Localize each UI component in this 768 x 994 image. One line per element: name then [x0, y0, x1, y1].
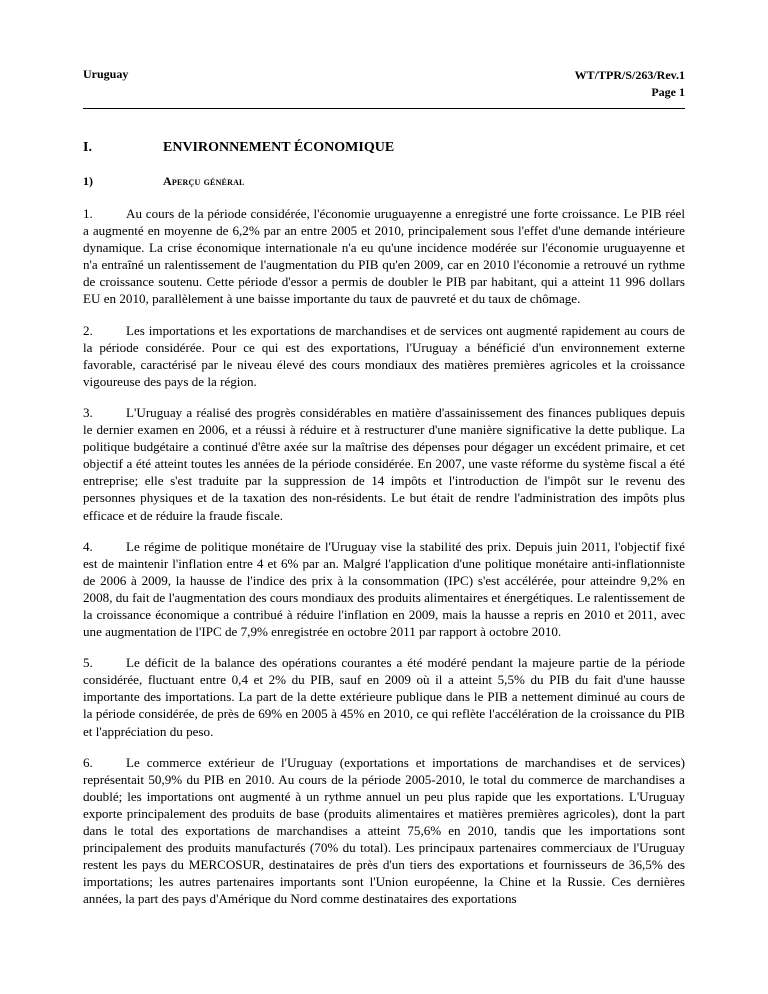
paragraph-text: Au cours de la période considérée, l'économie uruguayenne a enregistré une forte croissance. Le PIB réel a augmenté en moyenne de 6,2% par an entre 2005 et 2010, principalement sous l'effet d'une demande intérieure dynamique. La crise économique internationale n'a eu qu'une incidence modérée sur l'économie uruguayenne et n'a entraîné un ralentissement de l'augmentation du PIB qu'en 2009, car en 2010 l'économie a retrouvé un rythme de croissance soutenu. Cette période d'essor a permis de doubler le PIB par habitant, qui a atteint 11 996 dollars EU en 2010, parallèlement à une baisse importante du taux de pauvreté et du taux de chômage. — [83, 206, 685, 307]
paragraph-5 — [83, 654, 685, 739]
paragraph-1 — [83, 205, 685, 308]
page-number: Page 1 — [651, 85, 685, 99]
section-heading — [83, 140, 394, 156]
header-country: Uruguay — [83, 67, 129, 81]
paragraph-6 — [83, 754, 685, 908]
paragraph-number: 1. — [83, 206, 93, 221]
body-text — [83, 205, 685, 921]
paragraph-number: 6. — [83, 754, 93, 770]
paragraph-text: L'Uruguay a réalisé des progrès considérables en matière d'assainissement des finances publiques depuis le dernier examen en 2006, et a réussi à réduire et à restructurer d'une manière significative la dette publique. La politique budgétaire a continué d'être axée sur la maîtrise des dépenses pour dégager un excédent primaire, et cet objectif a été atteint toutes les années de la période considérée. En 2007, une vaste réforme du système fiscal a été entreprise; elle s'est traduite par la suppression de 14 impôts et l'introduction de l'impôt sur le revenu des personnes physiques et de la taxation des non-résidents. Le but était de rendre l'administration des impôts plus efficace et de réduire la fraude fiscale. — [83, 404, 685, 523]
header-reference — [575, 67, 685, 101]
doc-symbol: WT/TPR/S/263/Rev.1 — [574, 68, 685, 82]
paragraph-number: 5. — [83, 655, 93, 671]
subsection-heading — [83, 174, 245, 189]
paragraph-text: Les importations et les exportations de marchandises et de services ont augmenté rapidement au cours de la période considérée. Pour ce qui est des exportations, l'Uruguay a bénéficié d'un environnement externe favorable, caractérisé par le niveau élevé des cours mondiaux des matières premières agricoles et la croissance vigoureuse des pays de la région. — [83, 322, 685, 389]
section-number: I. — [83, 140, 92, 155]
paragraph-2 — [83, 322, 685, 390]
subsection-number: 1) — [83, 174, 93, 188]
paragraph-number: 3. — [83, 404, 93, 420]
paragraph-number: 4. — [83, 538, 93, 554]
paragraph-text: Le déficit de la balance des opérations courantes a été modéré pendant la majeure partie de la période considérée, fluctuant entre 0,4 et 2% du PIB, sauf en 2009 où il a atteint 5,5% du PIB du fait d'une hausse importante des importations. La part de la dette extérieure publique dans le PIB a nettement diminué au cours de la période considérée, de près de 69% en 2005 à 45% en 2010, ce qui reflète l'accélération de la croissance du PIB et l'appréciation du peso. — [83, 655, 685, 739]
section-title: ENVIRONNEMENT ÉCONOMIQUE — [163, 140, 395, 155]
header-rule — [83, 108, 685, 109]
paragraph-number: 2. — [83, 322, 93, 338]
paragraph-text: Le commerce extérieur de l'Uruguay (exportations et importations de marchandises et de services) représentait 50,9% du PIB en 2010. Au cours de la période 2005-2010, le total du commerce de marchandises a doublé; les importations ont augmenté à un rythme annuel un peu plus rapide que les exportations. L'Uruguay exporte principalement des produits de base (produits alimentaires et matières premières agricoles), dont la part dans le total des exportations de marchandises a atteint 75,6% en 2010, tandis que les importations sont principalement des produits manufacturés (70% du total). Les principaux partenaires commerciaux de l'Uruguay restent les pays du MERCOSUR, destinataires de près d'un tiers des exportations et fournisseurs de 36,5% des importations; les autres partenaires importants sont l'Union européenne, la Chine et la Russie. Ces dernières années, la part des pays d'Amérique du Nord comme destinataires des exportations — [83, 754, 685, 907]
subsection-title: Aperçu général — [163, 174, 245, 188]
paragraph-text: Le régime de politique monétaire de l'Uruguay vise la stabilité des prix. Depuis juin 2011, l'objectif fixé est de maintenir l'inflation entre 4 et 6% par an. Malgré l'application d'une politique monétaire anti-inflationniste de 2006 à 2009, la hausse de l'indice des prix à la consommation (IPC) s'est accélérée, pour atteindre 9,2% en 2008, du fait de l'augmentation des cours mondiaux des produits alimentaires et énergétiques. Le ralentissement de la croissance économique a contribué à réduire l'inflation en 2009, mais la hausse a repris en 2010 et 2011, avec une augmentation de l'IPC de 7,9% enregistrée en octobre 2011 par rapport à octobre 2010. — [83, 538, 685, 640]
paragraph-4 — [83, 538, 685, 641]
paragraph-3 — [83, 404, 685, 524]
